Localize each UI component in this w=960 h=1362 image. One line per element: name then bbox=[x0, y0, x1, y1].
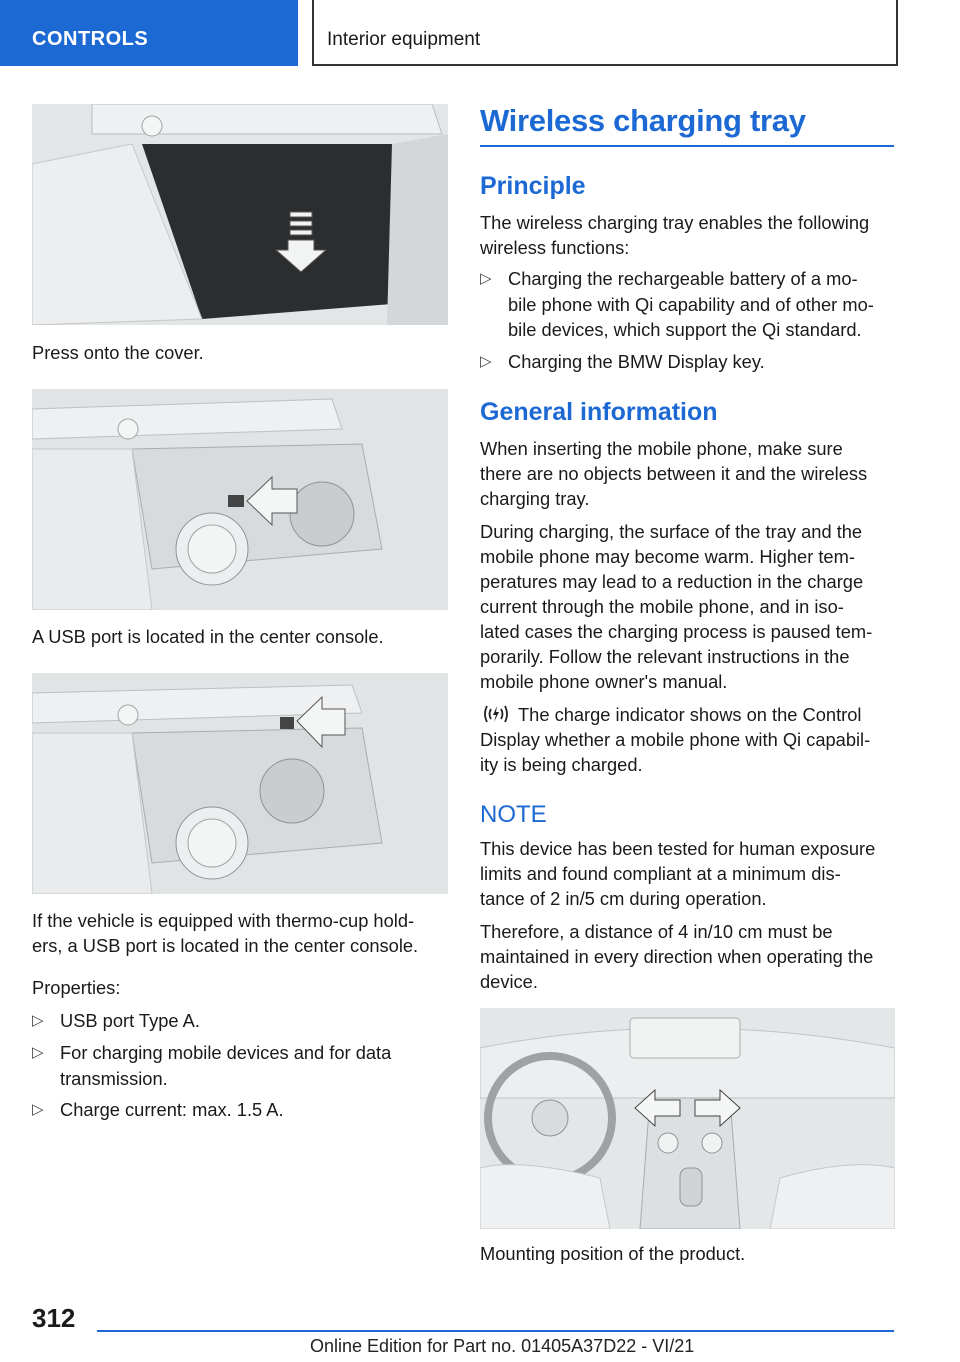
caption-usb-port: A USB port is located in the center console. bbox=[32, 626, 384, 647]
section-tab bbox=[0, 0, 298, 66]
triangle-bullet-icon: ▷ bbox=[480, 270, 492, 287]
cover-press-illustration bbox=[32, 104, 448, 325]
note-p2-line: maintained in every direction when operating the bbox=[480, 946, 874, 967]
general-p1-line: When inserting the mobile phone, make sure bbox=[480, 438, 843, 459]
heading-principle: Principle bbox=[480, 172, 586, 200]
list-item-text: Charge current: max. 1.5 A. bbox=[60, 1099, 284, 1120]
properties-label: Properties: bbox=[32, 977, 121, 998]
list-item-text: transmission. bbox=[60, 1067, 168, 1089]
thermo-cup-usb-illustration bbox=[32, 673, 448, 894]
edition-footer: Online Edition for Part no. 01405A37D22 - VI/21 bbox=[310, 1336, 695, 1356]
triangle-bullet-icon: ▷ bbox=[32, 1101, 44, 1118]
general-p1-line: there are no objects between it and the wireless bbox=[480, 463, 868, 484]
triangle-bullet-icon: ▷ bbox=[32, 1012, 44, 1029]
subsection-tab bbox=[312, 0, 898, 66]
general-p3-line: Display whether a mobile phone with Qi capabil- bbox=[480, 729, 871, 750]
general-p3-line: The charge indicator shows on the Control bbox=[518, 704, 862, 725]
note-p2-line: device. bbox=[480, 971, 538, 992]
usb-port-illustration bbox=[32, 389, 448, 610]
note-heading: NOTE bbox=[480, 801, 547, 828]
section-label: CONTROLS bbox=[32, 28, 149, 50]
triangle-bullet-icon: ▷ bbox=[480, 353, 492, 370]
triangle-bullet-icon: ▷ bbox=[32, 1044, 44, 1061]
wireless-charging-icon bbox=[482, 703, 510, 725]
general-p2-line: mobile phone may become warm. Higher tem- bbox=[480, 546, 855, 567]
general-p2-line: During charging, the surface of the tray and the bbox=[480, 521, 863, 542]
note-p1-line: This device has been tested for human exposure bbox=[480, 838, 876, 859]
page-title: Wireless charging tray bbox=[480, 103, 806, 138]
mounting-position-illustration bbox=[480, 1008, 895, 1229]
list-item-text: For charging mobile devices and for data bbox=[60, 1042, 392, 1063]
caption-thermo-cup-line2: ers, a USB port is located in the center console. bbox=[32, 935, 419, 956]
list-item-text: bile phone with Qi capability and of other mo- bbox=[508, 293, 874, 315]
footer-rule bbox=[97, 1330, 894, 1332]
list-item bbox=[480, 266, 874, 343]
general-p2-line: porarily. Follow the relevant instructions in the bbox=[480, 646, 850, 667]
note-p1-line: tance of 2 in/5 cm during operation. bbox=[480, 888, 767, 909]
caption-mounting-position: Mounting position of the product. bbox=[480, 1243, 746, 1264]
list-item-text: Charging the rechargeable battery of a mo- bbox=[508, 268, 858, 289]
note-p1-line: limits and found compliant at a minimum dis- bbox=[480, 863, 841, 884]
general-p2-line: current through the mobile phone, and in iso- bbox=[480, 596, 844, 617]
general-p2-line: peratures may lead to a reduction in the charge bbox=[480, 571, 864, 592]
caption-thermo-cup-line1: If the vehicle is equipped with thermo-cup hold- bbox=[32, 910, 415, 931]
general-p1-line: charging tray. bbox=[480, 488, 590, 509]
list-item bbox=[32, 1008, 200, 1034]
general-p2-line: mobile phone owner's manual. bbox=[480, 671, 728, 692]
subsection-label: Interior equipment bbox=[327, 29, 481, 50]
general-p2-line: lated cases the charging process is paused tem- bbox=[480, 621, 873, 642]
heading-general-information: General information bbox=[480, 398, 718, 426]
list-item bbox=[32, 1097, 284, 1123]
list-item-text: USB port Type A. bbox=[60, 1010, 200, 1031]
title-rule bbox=[480, 145, 894, 147]
note-p2-line: Therefore, a distance of 4 in/10 cm must be bbox=[480, 921, 833, 942]
caption-press-cover: Press onto the cover. bbox=[32, 342, 204, 363]
list-item bbox=[32, 1040, 391, 1091]
page-number: 312 bbox=[32, 1303, 76, 1333]
principle-text-line1: The wireless charging tray enables the following bbox=[480, 212, 870, 233]
principle-text-line2: wireless functions: bbox=[480, 237, 630, 258]
general-p3-line: ity is being charged. bbox=[480, 754, 643, 775]
list-item-text: Charging the BMW Display key. bbox=[508, 351, 765, 372]
list-item-text: bile devices, which support the Qi standard. bbox=[508, 319, 862, 340]
list-item bbox=[480, 349, 765, 375]
